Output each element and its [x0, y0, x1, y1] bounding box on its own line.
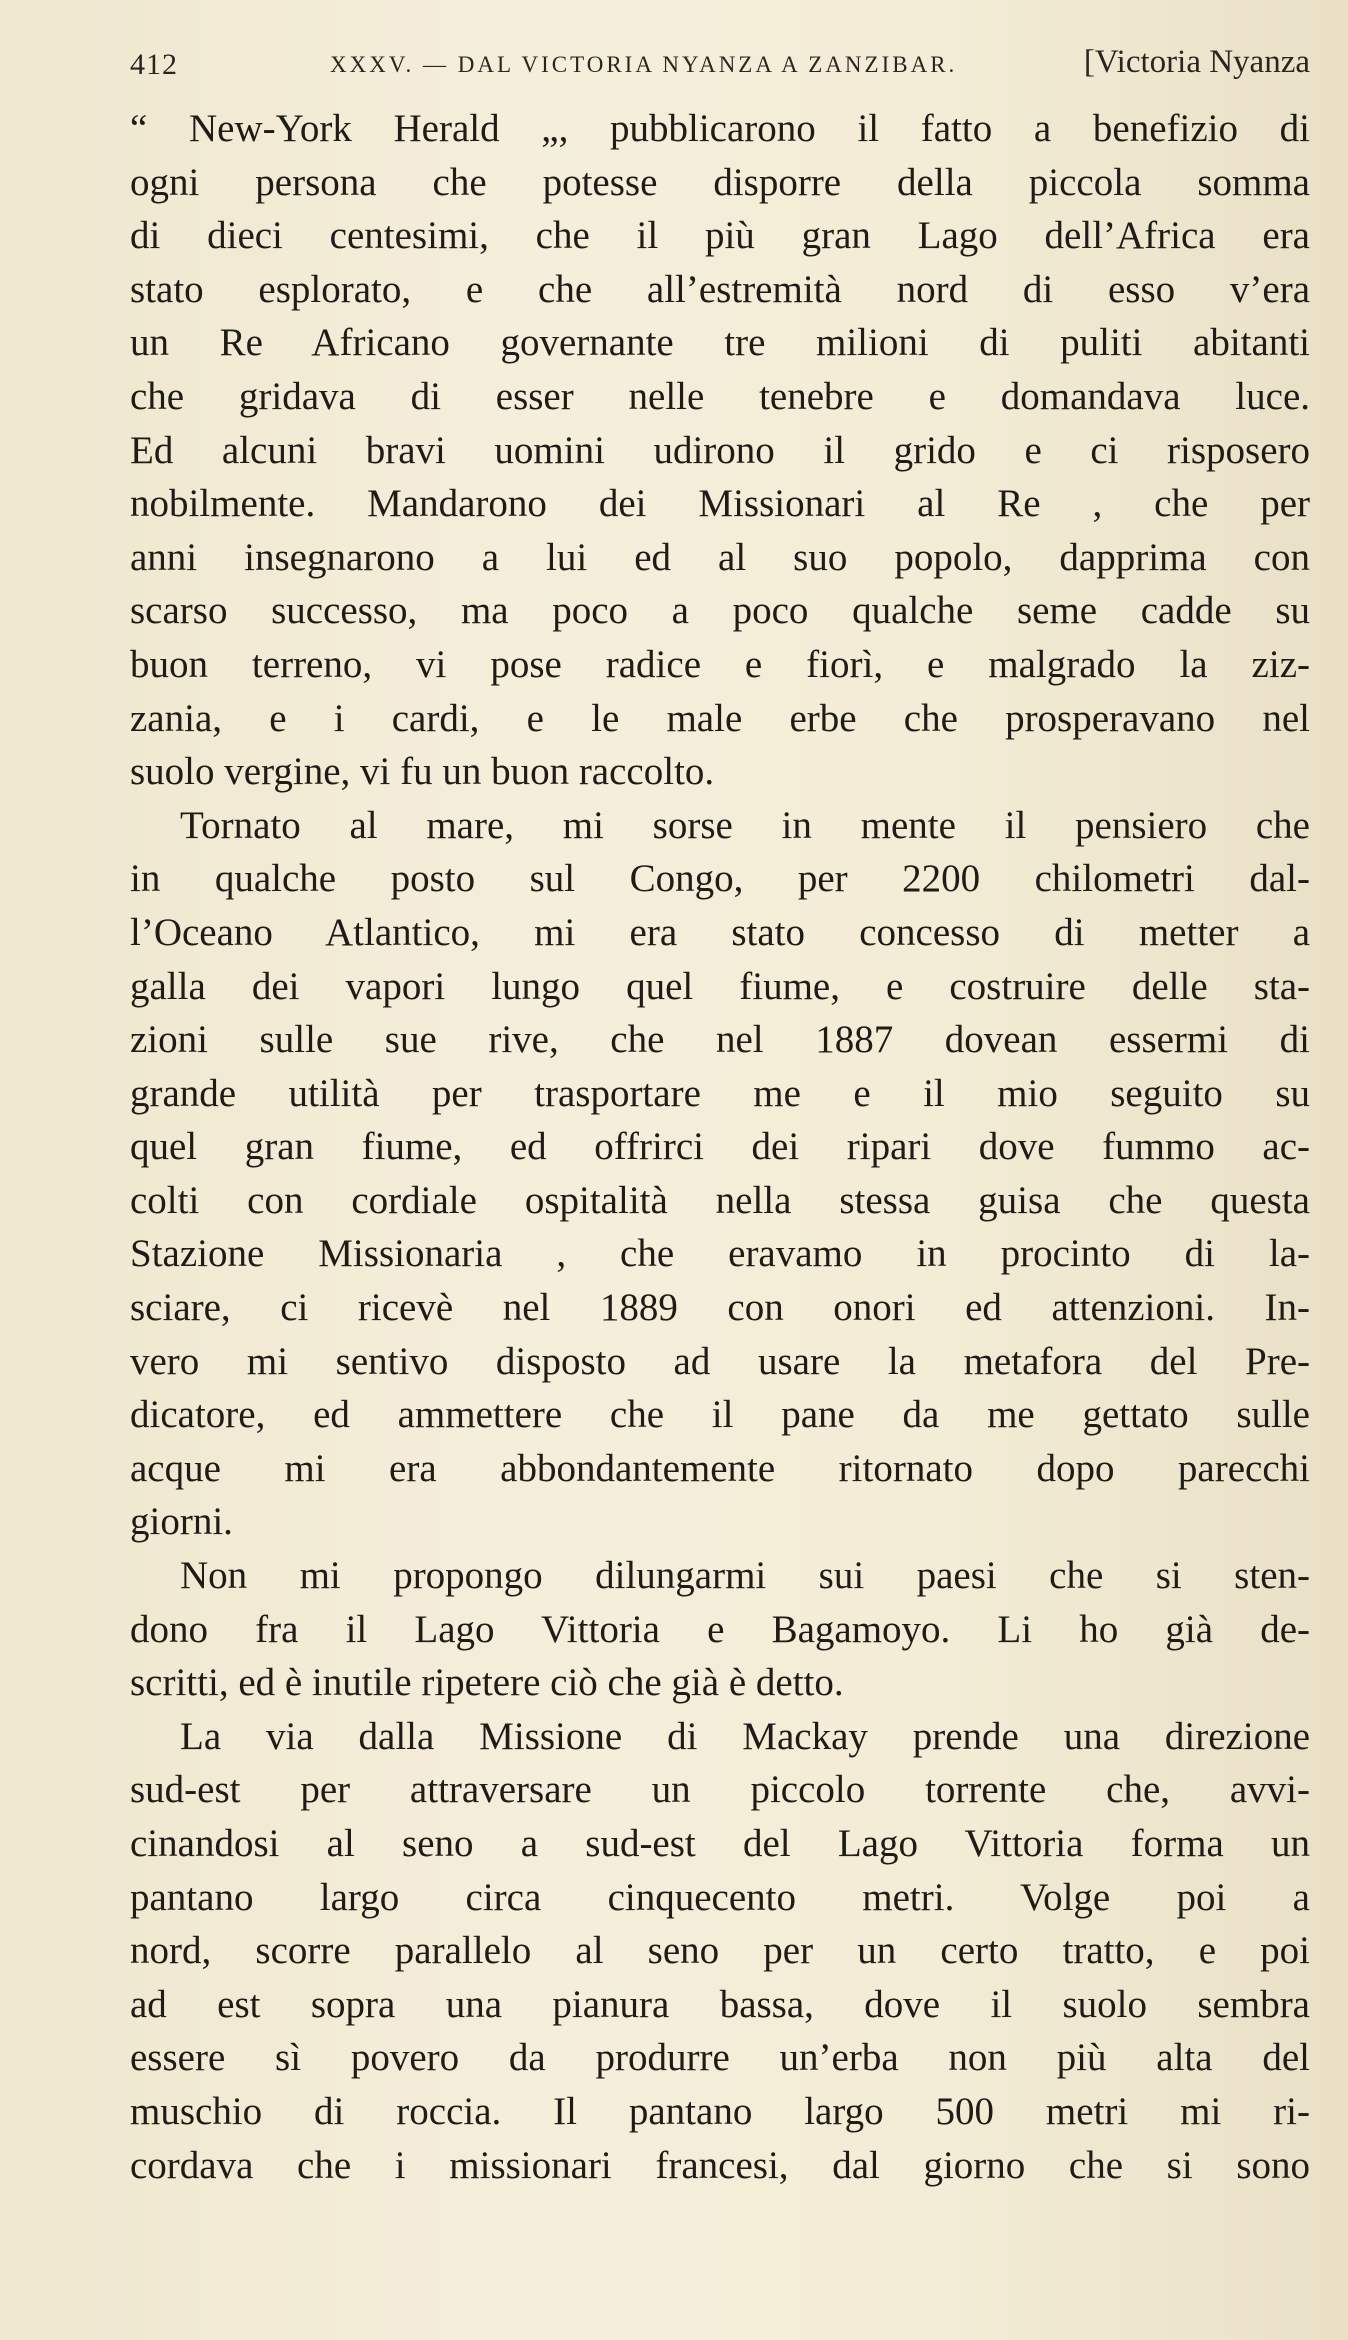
text-line: scarso successo, ma poco a poco qualche seme cadde su — [130, 589, 1310, 633]
text-line: nobilmente. Mandarono dei Missionari al Re , che per — [130, 482, 1310, 526]
text-line: ad est sopra una pianura bassa, dove il suolo sembra — [130, 1982, 1310, 2026]
section-title: [Victoria Nyanza — [1083, 44, 1310, 80]
text-line: muschio di roccia. Il pantano largo 500 metri mi ri- — [130, 2089, 1310, 2133]
text-line: sciare, ci ricevè nel 1889 con onori ed attenzioni. In- — [130, 1286, 1310, 1330]
text-line: grande utilità per trasportare me e il mio seguito su — [130, 1071, 1310, 1115]
text-line: di dieci centesimi, che il più gran Lago dell’Africa era — [130, 214, 1310, 258]
text-line: pantano largo circa cinquecento metri. Volge poi a — [130, 1875, 1310, 1919]
body-text — [130, 102, 1310, 2192]
text-line: stato esplorato, e che all’estremità nord di esso v’era — [130, 267, 1310, 311]
text-line: anni insegnarono a lui ed al suo popolo, dapprima con — [130, 535, 1310, 579]
text-line: essere sì povero da produrre un’erba non più alta del — [130, 2036, 1310, 2080]
text-line: cordava che i missionari francesi, dal giorno che si sono — [130, 2143, 1310, 2187]
text-line: dono fra il Lago Vittoria e Bagamoyo. Li ho già de- — [130, 1607, 1310, 1651]
text-line: nord, scorre parallelo al seno per un certo tratto, e poi — [130, 1929, 1310, 1973]
text-line: dicatore, ed ammettere che il pane da me gettato sulle — [130, 1393, 1310, 1437]
text-line: Ed alcuni bravi uomini udirono il grido e ci risposero — [130, 428, 1310, 472]
text-line: ogni persona che potesse disporre della piccola somma — [130, 160, 1310, 204]
text-line: acque mi era abbondantemente ritornato dopo parecchi — [130, 1446, 1310, 1490]
text-line: Non mi propongo dilungarmi sui paesi che si sten- — [180, 1554, 1310, 1598]
text-line: Tornato al mare, mi sorse in mente il pensiero che — [180, 803, 1310, 847]
text-line: La via dalla Missione di Mackay prende una direzione — [180, 1714, 1310, 1758]
text-line: Stazione Missionaria , che eravamo in procinto di la- — [130, 1232, 1310, 1276]
text-line: che gridava di esser nelle tenebre e domandava luce. — [130, 374, 1310, 418]
text-line: giorni. — [130, 1500, 233, 1544]
page-number: 412 — [130, 48, 178, 81]
text-line: “ New-York Herald „, pubblicarono il fatto a benefizio di — [130, 107, 1310, 150]
text-line: un Re Africano governante tre milioni di puliti abitanti — [130, 321, 1310, 365]
text-line: l’Oceano Atlantico, mi era stato concesso di metter a — [130, 910, 1310, 954]
text-line: buon terreno, vi pose radice e fiorì, e malgrado la ziz- — [130, 642, 1310, 686]
text-line: galla dei vapori lungo quel fiume, e costruire delle sta- — [130, 964, 1310, 1008]
page-header — [130, 42, 1310, 88]
text-line: quel gran fiume, ed offrirci dei ripari dove fummo ac- — [130, 1125, 1310, 1169]
text-line: vero mi sentivo disposto ad usare la metafora del Pre- — [130, 1339, 1310, 1383]
running-title: XXXV. — DAL VICTORIA NYANZA A ZANZIBAR. — [330, 52, 958, 77]
text-line: sud-est per attraversare un piccolo torrente che, avvi- — [130, 1768, 1310, 1812]
text-line: colti con cordiale ospitalità nella stessa guisa che questa — [130, 1178, 1310, 1222]
text-line: suolo vergine, vi fu un buon raccolto. — [130, 750, 715, 794]
text-line: scritti, ed è inutile ripetere ciò che già è detto. — [130, 1661, 844, 1705]
text-line: zania, e i cardi, e le male erbe che prosperavano nel — [130, 696, 1310, 740]
text-line: in qualche posto sul Congo, per 2200 chilometri dal- — [130, 857, 1310, 901]
text-line: zioni sulle sue rive, che nel 1887 dovean essermi di — [130, 1018, 1310, 1062]
text-line: cinandosi al seno a sud-est del Lago Vittoria forma un — [130, 1822, 1310, 1865]
